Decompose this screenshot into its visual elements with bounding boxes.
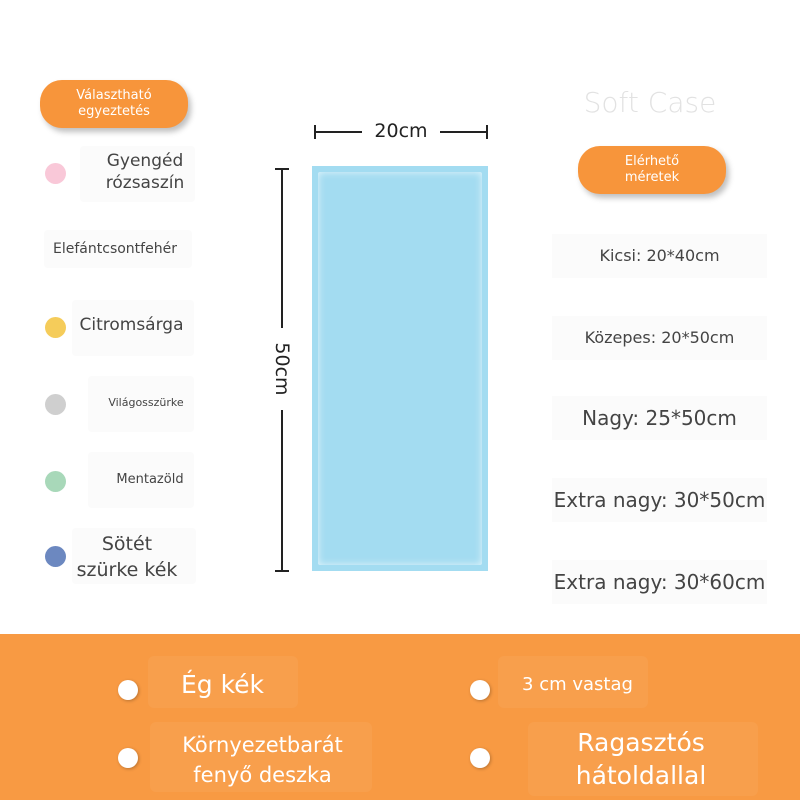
dimension-tick bbox=[275, 168, 289, 170]
color-options-badge-line1: Választható bbox=[76, 88, 152, 103]
dimension-line bbox=[440, 131, 488, 133]
size-option-medium[interactable]: Közepes: 20*50cm bbox=[552, 316, 767, 360]
dimension-tick bbox=[275, 570, 289, 572]
feature-line: fenyő deszka bbox=[193, 763, 332, 787]
wall-panel-preview bbox=[312, 166, 488, 571]
color-swatch-darkgreyblue[interactable] bbox=[45, 546, 66, 567]
color-swatch-mint[interactable] bbox=[45, 471, 66, 492]
color-swatch-pink[interactable] bbox=[45, 163, 66, 184]
bullet-icon bbox=[470, 680, 490, 700]
bullet-icon bbox=[470, 748, 490, 768]
color-label-line: szürke kék bbox=[76, 559, 178, 581]
color-label-line: Sötét bbox=[101, 533, 153, 555]
sizes-badge-line1: Elérhető bbox=[624, 154, 680, 169]
size-option-xl-1[interactable]: Extra nagy: 30*50cm bbox=[552, 478, 767, 522]
size-option-large[interactable]: Nagy: 25*50cm bbox=[552, 396, 767, 440]
feature-thickness: 3 cm vastag bbox=[522, 674, 633, 695]
sizes-badge-line2: méretek bbox=[624, 170, 680, 185]
feature-sky-blue: Ég kék bbox=[180, 670, 265, 699]
feature-line: Környezetbarát bbox=[182, 733, 343, 757]
bullet-icon bbox=[118, 680, 138, 700]
dimension-tick bbox=[486, 125, 488, 139]
sizes-badge bbox=[578, 146, 726, 194]
panel-surface bbox=[318, 172, 482, 565]
color-label-darkgreyblue bbox=[68, 531, 186, 583]
color-swatch-lightgrey[interactable] bbox=[45, 394, 66, 415]
height-label: 50cm bbox=[271, 342, 293, 396]
size-option-small[interactable]: Kicsi: 20*40cm bbox=[552, 234, 767, 278]
color-label-line: Gyengéd bbox=[106, 151, 184, 171]
color-options-badge bbox=[40, 80, 188, 128]
dimension-tick bbox=[314, 125, 316, 139]
feature-line: Ragasztós bbox=[577, 728, 705, 757]
dimension-line bbox=[314, 131, 362, 133]
color-swatch-lemon[interactable] bbox=[45, 317, 66, 338]
color-label-lightgrey: Világosszürke bbox=[108, 396, 184, 409]
feature-adhesive-back bbox=[530, 726, 752, 792]
color-label-lemon: Citromsárga bbox=[79, 315, 184, 335]
width-label: 20cm bbox=[374, 120, 428, 142]
color-options-badge-line2: egyeztetés bbox=[78, 104, 150, 119]
size-option-xl-2[interactable]: Extra nagy: 30*60cm bbox=[552, 560, 767, 604]
color-label-mint: Mentazöld bbox=[116, 472, 184, 487]
color-label-ivory[interactable]: Elefántcsontfehér bbox=[53, 241, 177, 257]
dimension-line bbox=[281, 410, 283, 572]
brand-name: Soft Case bbox=[583, 86, 717, 119]
feature-eco-pine bbox=[155, 730, 370, 790]
features-band bbox=[0, 634, 800, 800]
color-label-line: rózsaszín bbox=[105, 173, 185, 193]
feature-line: hátoldallal bbox=[575, 761, 707, 790]
color-label-pink bbox=[95, 150, 195, 194]
dimension-line bbox=[281, 168, 283, 328]
bullet-icon bbox=[118, 748, 138, 768]
